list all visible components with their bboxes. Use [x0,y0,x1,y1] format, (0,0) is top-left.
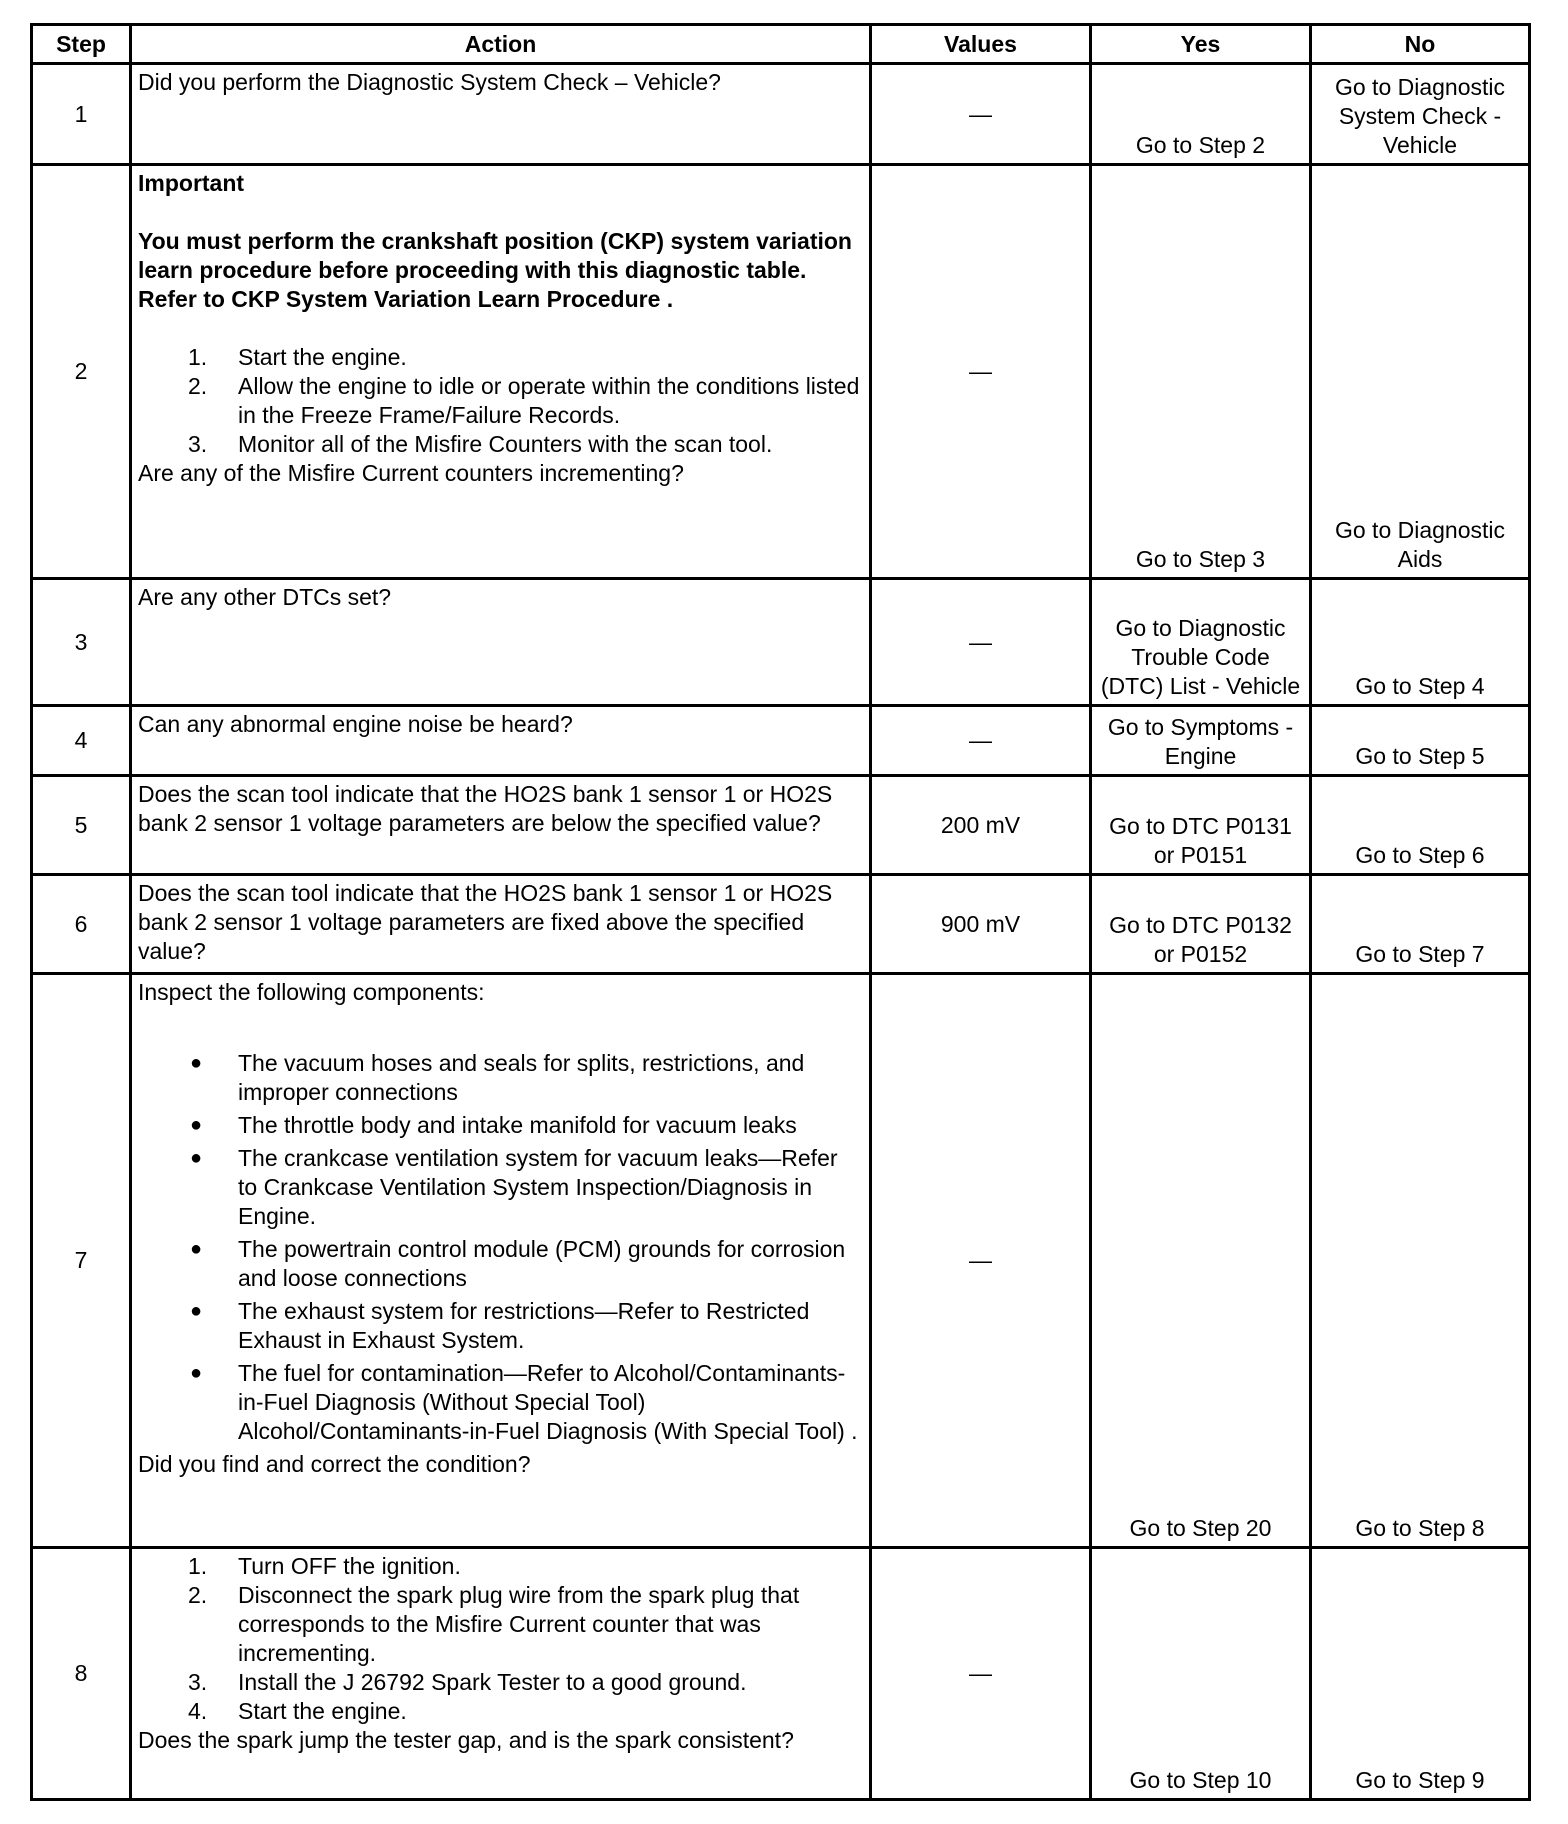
table-row [32,776,1530,875]
list-item: 1. Turn OFF the ignition. [188,1553,461,1579]
yes-cell: Go to Step 2 [1091,64,1311,165]
list-item: ● The exhaust system for restrictions—Refer to Restricted Exhaust in Exhaust System. [190,1298,810,1353]
list-item: 3. Monitor all of the Misfire Counters with the scan tool. [188,431,773,457]
table-row [32,706,1530,776]
question: Does the spark jump the tester gap, and is the spark consistent? [138,1727,794,1753]
value-cell: — [871,165,1091,579]
header-row [32,25,1530,64]
yes-cell: Go to Diagnostic Trouble Code (DTC) List - Vehicle [1091,579,1311,706]
list-item: ● The crankcase ventilation system for vacuum leaks—Refer to Crankcase Ventilation System Inspection/Diagnosis in Engine. [190,1145,838,1229]
list-item: ● The fuel for contamination—Refer to Alcohol/Contaminants-in-Fuel Diagnosis (Without Special Tool) Alcohol/Contaminants-in-Fuel Diagnosis (With Special Tool) . [190,1360,858,1444]
step-number: 4 [32,706,131,776]
list-item: 2. Disconnect the spark plug wire from the spark plug that corresponds to the Misfire Current counter that was incrementing. [188,1582,800,1666]
action-cell [131,776,871,875]
bullet-icon: ● [190,1362,203,1384]
no-cell: Go to Diagnostic System Check - Vehicle [1311,64,1530,165]
no-cell: Go to Step 9 [1311,1548,1530,1800]
action-cell [131,579,871,706]
bullet-icon: ● [190,1238,203,1260]
header-values: Values [871,25,1091,64]
step-number: 6 [32,875,131,974]
important-text: You must perform the crankshaft position (CKP) system variation learn procedure before proceeding with this diagnostic table. Refer to CKP System Variation Learn Procedure . [138,228,852,312]
list-number: 1. [188,1553,208,1579]
step-number: 7 [32,974,131,1548]
no-cell: Go to Step 7 [1311,875,1530,974]
no-cell: Go to Step 8 [1311,974,1530,1548]
list-number: 3. [188,1669,208,1695]
table-row [32,875,1530,974]
list-number: 3. [188,431,208,457]
intro-text: Inspect the following components: [138,979,485,1005]
header-action: Action [131,25,871,64]
action-cell [131,974,871,1548]
question: Are any other DTCs set? [138,584,392,610]
step-number: 8 [32,1548,131,1800]
step-number: 2 [32,165,131,579]
question: Did you find and correct the condition? [138,1451,531,1477]
header-step: Step [32,25,131,64]
question: Does the scan tool indicate that the HO2S bank 1 sensor 1 or HO2S bank 2 sensor 1 voltage parameters are fixed above the specified value? [138,880,833,964]
step-number: 5 [32,776,131,875]
list-item: 1. Start the engine. [188,344,407,370]
value-cell: 900 mV [871,875,1091,974]
value-cell: — [871,1548,1091,1800]
no-cell: Go to Step 4 [1311,579,1530,706]
list-item: 3. Install the J 26792 Spark Tester to a good ground. [188,1669,747,1695]
value-cell: — [871,579,1091,706]
bullet-icon: ● [190,1114,203,1136]
table-row [32,165,1530,579]
list-number: 1. [188,344,208,370]
value-cell: — [871,64,1091,165]
action-cell [131,706,871,776]
bullet-icon: ● [190,1052,203,1074]
header-no: No [1311,25,1530,64]
value-cell: 200 mV [871,776,1091,875]
bullet-icon: ● [190,1147,203,1169]
value-cell: — [871,706,1091,776]
list-number: 2. [188,373,208,399]
value-cell: — [871,974,1091,1548]
inspection-list [138,1049,863,1446]
step-number: 1 [32,64,131,165]
list-item: ● The throttle body and intake manifold for vacuum leaks [190,1112,797,1138]
list-item: 2. Allow the engine to idle or operate within the conditions listed in the Freeze Frame/Failure Records. [188,373,860,428]
yes-cell: Go to Symptoms - Engine [1091,706,1311,776]
table-row [32,579,1530,706]
question: Are any of the Misfire Current counters incrementing? [138,460,684,486]
action-cell [131,64,871,165]
step-number: 3 [32,579,131,706]
question: Does the scan tool indicate that the HO2S bank 1 sensor 1 or HO2S bank 2 sensor 1 voltage parameters are below the specified value? [138,781,833,836]
table-row [32,1548,1530,1800]
table-row [32,64,1530,165]
procedure-list [138,343,863,459]
list-item: 4. Start the engine. [188,1698,407,1724]
list-item: ● The powertrain control module (PCM) grounds for corrosion and loose connections [190,1236,846,1291]
table-row [32,974,1530,1548]
list-number: 2. [188,1582,208,1608]
no-cell: Go to Step 6 [1311,776,1530,875]
action-cell [131,875,871,974]
list-item: ● The vacuum hoses and seals for splits, restrictions, and improper connections [190,1050,805,1105]
yes-cell: Go to Step 10 [1091,1548,1311,1800]
yes-cell: Go to Step 20 [1091,974,1311,1548]
action-cell [131,165,871,579]
no-cell: Go to Step 5 [1311,706,1530,776]
yes-cell: Go to DTC P0131 or P0151 [1091,776,1311,875]
action-cell [131,1548,871,1800]
question: Can any abnormal engine noise be heard? [138,711,573,737]
procedure-list [138,1552,863,1726]
bullet-icon: ● [190,1300,203,1322]
yes-cell: Go to DTC P0132 or P0152 [1091,875,1311,974]
no-cell: Go to Diagnostic Aids [1311,165,1530,579]
diagnostic-table [30,23,1531,1801]
question: Did you perform the Diagnostic System Check – Vehicle? [138,69,721,95]
important-title: Important [138,170,245,196]
list-number: 4. [188,1698,208,1724]
header-yes: Yes [1091,25,1311,64]
yes-cell: Go to Step 3 [1091,165,1311,579]
